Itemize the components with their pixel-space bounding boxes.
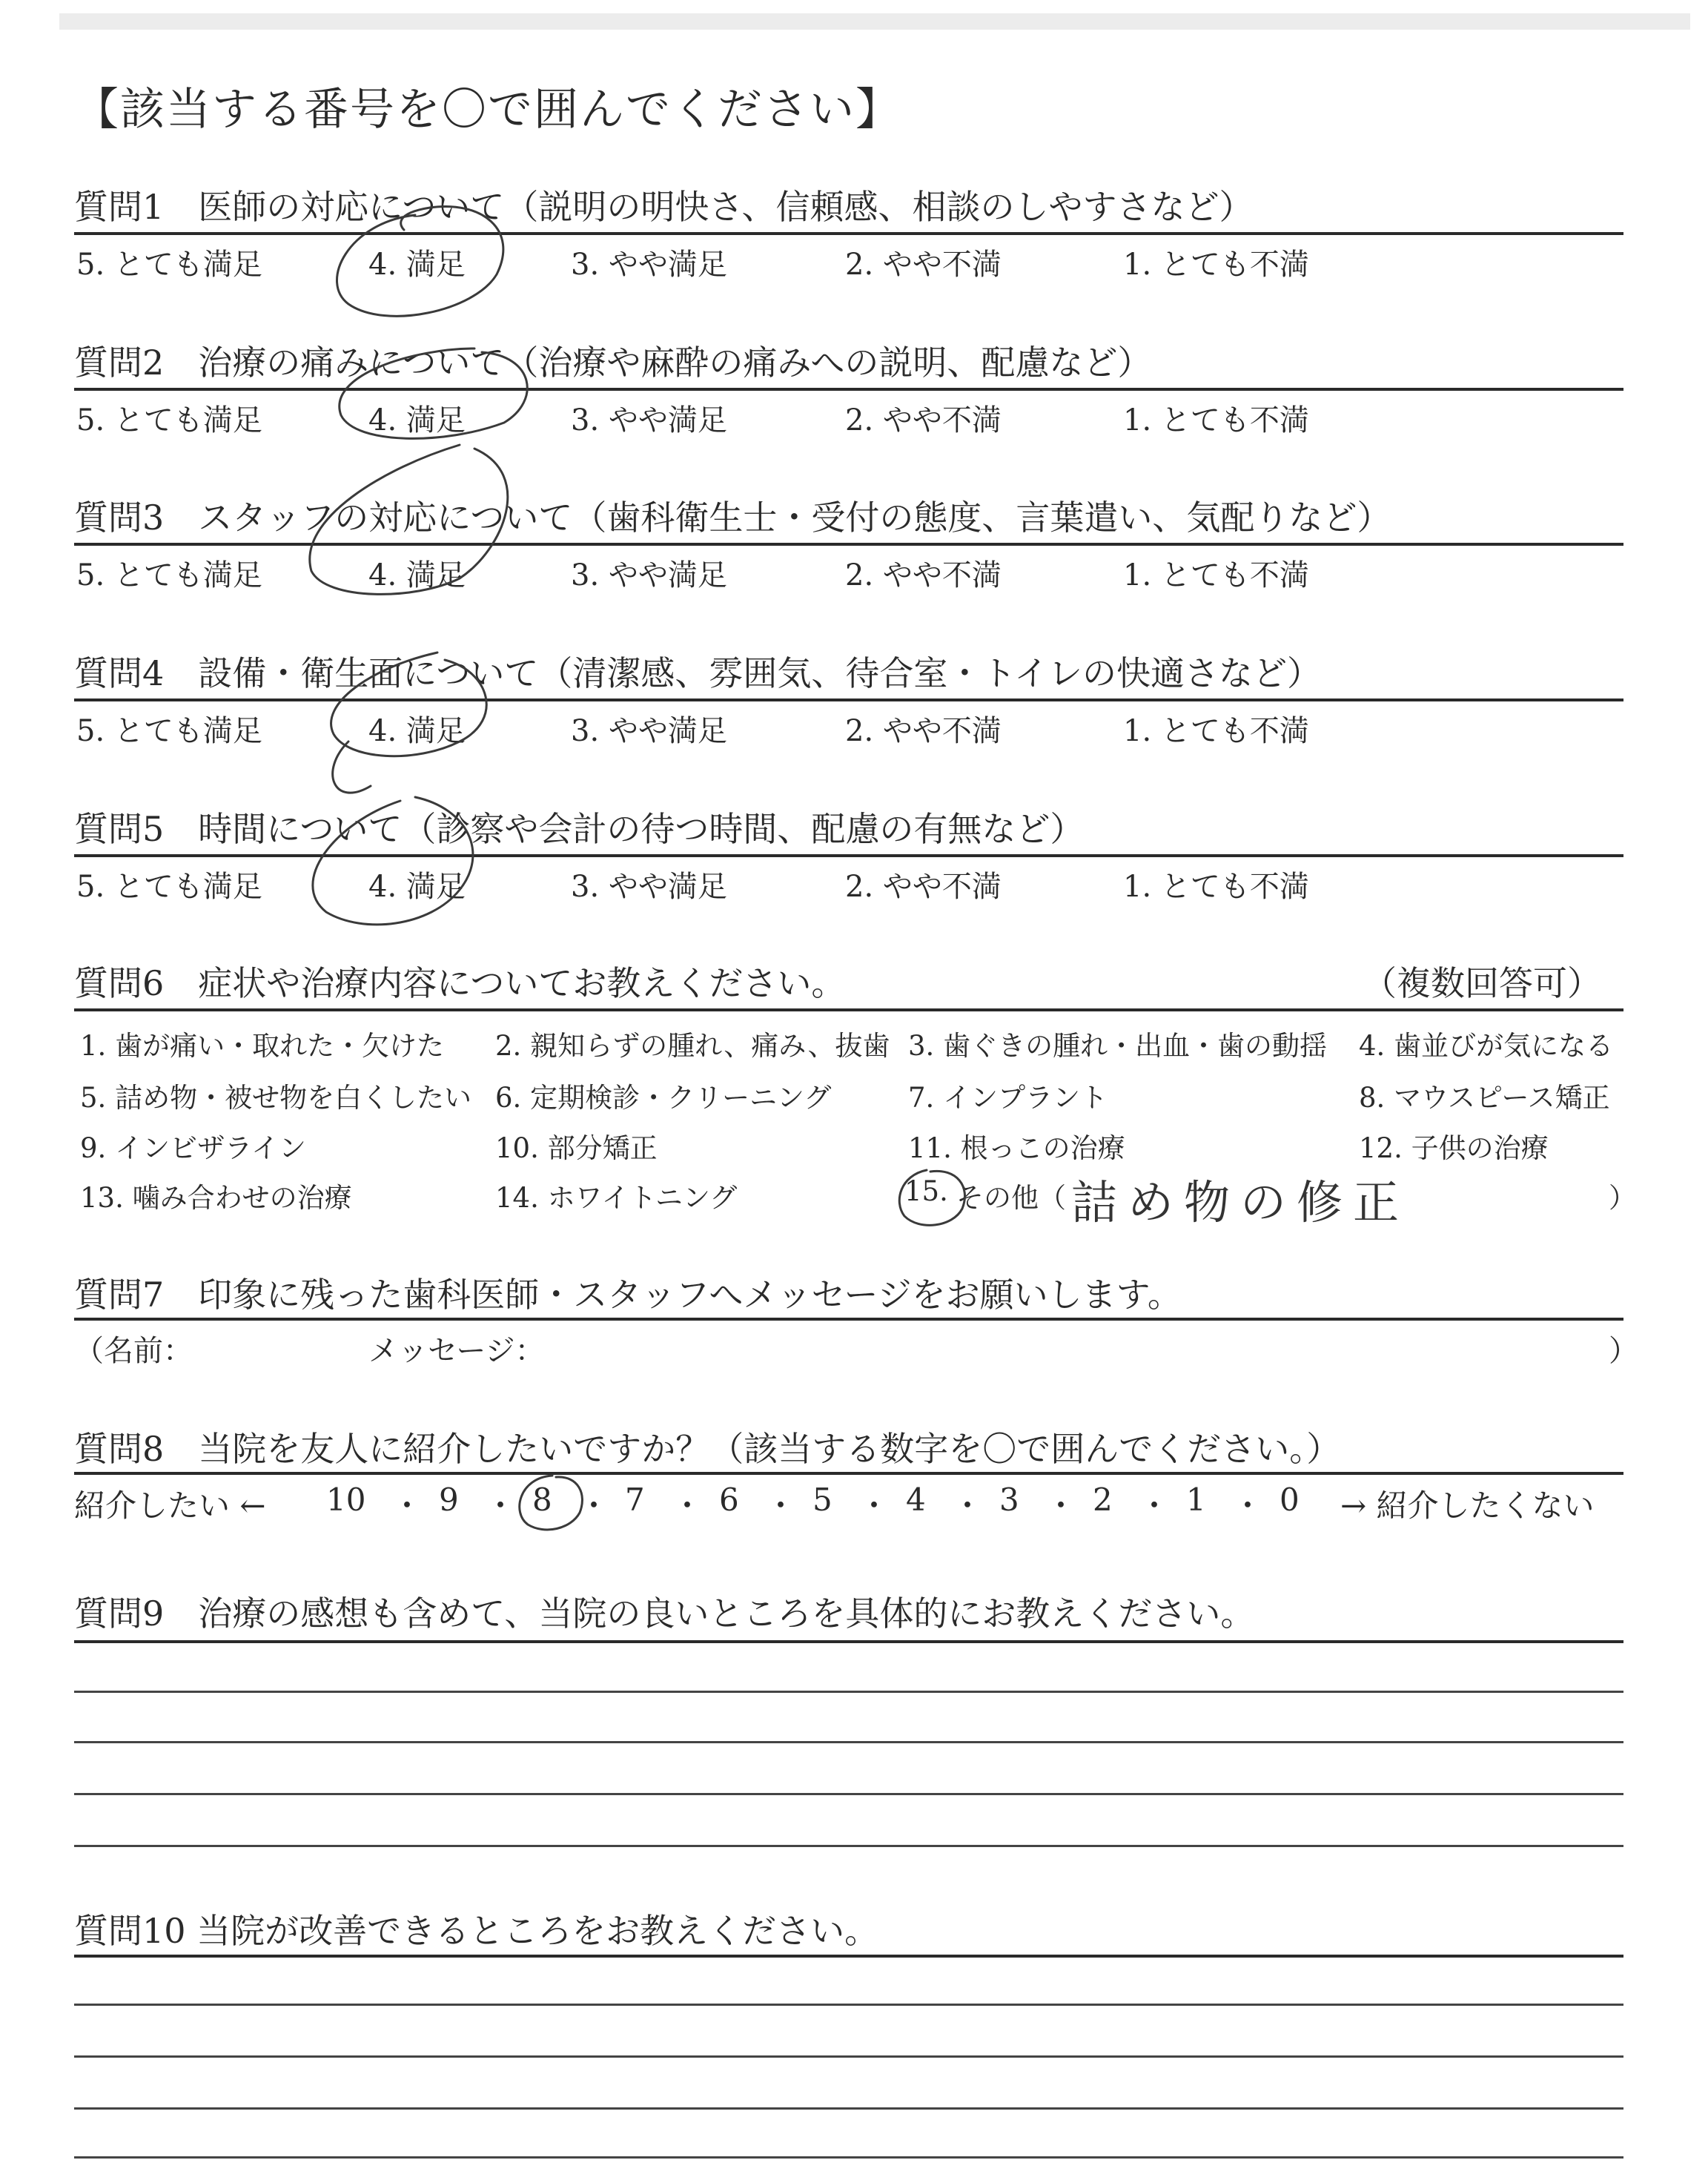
q7-name-label: （名前： bbox=[74, 1334, 193, 1368]
q6-item-15-label: その他（ bbox=[956, 1182, 1066, 1214]
question-2-title: 質問2 治療の痛みについて（治療や麻酔の痛みへの説明、配慮など） bbox=[74, 343, 1152, 383]
q3-option-2[interactable]: 2. やや不満 bbox=[845, 558, 1002, 592]
q6-item-15-circle-mark bbox=[899, 1170, 964, 1225]
q8-scale-2[interactable]: 2 bbox=[1093, 1482, 1113, 1518]
q4-option-4[interactable]: 4. 満足 bbox=[368, 714, 466, 748]
q6-item-2[interactable]: 2. 親知らずの腫れ、痛み、抜歯 bbox=[495, 1030, 890, 1062]
question-9-title: 質問9 治療の感想も含めて、当院の良いところを具体的にお教えください。 bbox=[74, 1593, 1255, 1634]
q6-item-5[interactable]: 5. 詰め物・被せ物を白くしたい bbox=[80, 1082, 472, 1114]
q1-option-2[interactable]: 2. やや不満 bbox=[845, 248, 1002, 282]
q6-item-7[interactable]: 7. インプラント bbox=[908, 1082, 1108, 1114]
q8-sep: ・ bbox=[485, 1487, 517, 1524]
q8-scale-5[interactable]: 5 bbox=[812, 1482, 833, 1518]
q8-sep: ・ bbox=[765, 1487, 797, 1524]
q6-item-9[interactable]: 9. インビザライン bbox=[80, 1132, 306, 1164]
q1-option-5[interactable]: 5. とても満足 bbox=[76, 248, 262, 282]
q2-option-3[interactable]: 3. やや満足 bbox=[571, 403, 727, 437]
question-8-title: 質問8 当院を友人に紹介したいですか？（該当する数字を〇で囲んでください。） bbox=[74, 1429, 1341, 1469]
q6-item-11[interactable]: 11. 根っこの治療 bbox=[908, 1132, 1125, 1164]
q7-close: ） bbox=[1609, 1334, 1638, 1368]
q4-option-2[interactable]: 2. やや不満 bbox=[845, 714, 1002, 748]
question-6-title: 質問6 症状や治療内容についてお教えください。 bbox=[74, 963, 846, 1003]
q3-circle-mark bbox=[310, 445, 508, 594]
q4-option-3[interactable]: 3. やや満足 bbox=[571, 714, 727, 748]
q2-option-5[interactable]: 5. とても満足 bbox=[76, 403, 262, 437]
q6-item-6[interactable]: 6. 定期検診・クリーニング bbox=[495, 1082, 832, 1114]
q8-scale-9[interactable]: 9 bbox=[439, 1482, 459, 1518]
q2-option-1[interactable]: 1. とても不満 bbox=[1123, 403, 1309, 437]
question-7-title: 質問7 印象に残った歯科医師・スタッフへメッセージをお願いします。 bbox=[74, 1275, 1182, 1315]
q6-other-handwritten[interactable]: 詰め物の修正 bbox=[1071, 1175, 1410, 1229]
q8-scale-8[interactable]: 8 bbox=[532, 1482, 552, 1518]
q8-scale-0[interactable]: 0 bbox=[1280, 1482, 1300, 1518]
q6-item-12[interactable]: 12. 子供の治療 bbox=[1359, 1132, 1549, 1164]
q2-option-2[interactable]: 2. やや不満 bbox=[845, 403, 1002, 437]
question-5-title: 質問5 時間について（診察や会計の待つ時間、配慮の有無など） bbox=[74, 809, 1085, 849]
q3-option-3[interactable]: 3. やや満足 bbox=[571, 558, 727, 592]
q7-message-label: メッセージ： bbox=[368, 1334, 545, 1368]
q8-sep: ・ bbox=[952, 1487, 984, 1524]
q4-option-5[interactable]: 5. とても満足 bbox=[76, 714, 262, 748]
q4-option-1[interactable]: 1. とても不満 bbox=[1123, 714, 1309, 748]
q5-option-2[interactable]: 2. やや不満 bbox=[845, 870, 1002, 904]
q8-sep: ・ bbox=[1232, 1487, 1264, 1524]
q8-left-label: 紹介したい ← bbox=[74, 1487, 266, 1524]
q6-item-10[interactable]: 10. 部分矯正 bbox=[495, 1132, 658, 1164]
q1-option-3[interactable]: 3. やや満足 bbox=[571, 248, 727, 282]
q6-item-3[interactable]: 3. 歯ぐきの腫れ・出血・歯の動揺 bbox=[908, 1030, 1328, 1062]
q3-option-5[interactable]: 5. とても満足 bbox=[76, 558, 262, 592]
q4-circle-mark bbox=[331, 653, 487, 793]
question-4-title: 質問4 設備・衛生面について（清潔感、雰囲気、待合室・トイレの快適さなど） bbox=[74, 653, 1322, 693]
q5-option-4[interactable]: 4. 満足 bbox=[368, 870, 466, 904]
q6-item-15[interactable]: 15. bbox=[904, 1175, 948, 1207]
q5-circle-mark bbox=[313, 797, 473, 925]
page-title: 【該当する番号を〇で囲んでください】 bbox=[74, 84, 901, 136]
q8-sep: ・ bbox=[578, 1487, 610, 1524]
q8-sep: ・ bbox=[391, 1487, 423, 1524]
q6-item-4[interactable]: 4. 歯並びが気になる bbox=[1359, 1030, 1614, 1062]
q8-right-label: → 紹介したくない bbox=[1340, 1487, 1595, 1524]
q8-scale-4[interactable]: 4 bbox=[906, 1482, 926, 1518]
q1-circle-mark bbox=[337, 206, 503, 316]
q6-item-1[interactable]: 1. 歯が痛い・取れた・欠けた bbox=[80, 1030, 445, 1062]
q8-scale-10[interactable]: 10 bbox=[326, 1482, 366, 1518]
q2-option-4[interactable]: 4. 満足 bbox=[368, 403, 466, 437]
q8-sep: ・ bbox=[1139, 1487, 1171, 1524]
q5-option-5[interactable]: 5. とても満足 bbox=[76, 870, 262, 904]
q8-circle-mark bbox=[520, 1476, 583, 1530]
q3-option-4[interactable]: 4. 満足 bbox=[368, 558, 466, 592]
q6-item-14[interactable]: 14. ホワイトニング bbox=[495, 1182, 738, 1214]
q8-scale-1[interactable]: 1 bbox=[1186, 1482, 1206, 1518]
question-3-title: 質問3 スタッフの対応について（歯科衛生士・受付の態度、言葉遣い、気配りなど） bbox=[74, 498, 1391, 538]
q8-sep: ・ bbox=[858, 1487, 890, 1524]
q1-option-4[interactable]: 4. 満足 bbox=[368, 248, 466, 282]
question-10-title: 質問10 当院が改善できるところをお教えください。 bbox=[74, 1911, 879, 1951]
q6-other-close: ） bbox=[1609, 1182, 1636, 1214]
q3-option-1[interactable]: 1. とても不満 bbox=[1123, 558, 1309, 592]
q2-circle-mark bbox=[340, 349, 527, 438]
q8-sep: ・ bbox=[1045, 1487, 1077, 1524]
q8-scale-6[interactable]: 6 bbox=[719, 1482, 739, 1518]
q6-item-8[interactable]: 8. マウスピース矯正 bbox=[1359, 1082, 1610, 1114]
q8-scale-3[interactable]: 3 bbox=[999, 1482, 1019, 1518]
q8-sep: ・ bbox=[672, 1487, 704, 1524]
question-1-title: 質問1 医師の対応について（説明の明快さ、信頼感、相談のしやすさなど） bbox=[74, 187, 1254, 227]
q8-scale-7[interactable]: 7 bbox=[625, 1482, 645, 1518]
q5-option-1[interactable]: 1. とても不満 bbox=[1123, 870, 1309, 904]
q6-item-13[interactable]: 13. 噛み合わせの治療 bbox=[80, 1182, 352, 1214]
q1-option-1[interactable]: 1. とても不満 bbox=[1123, 248, 1309, 282]
q5-option-3[interactable]: 3. やや満足 bbox=[571, 870, 727, 904]
question-6-note: （複数回答可） bbox=[1363, 963, 1601, 1003]
